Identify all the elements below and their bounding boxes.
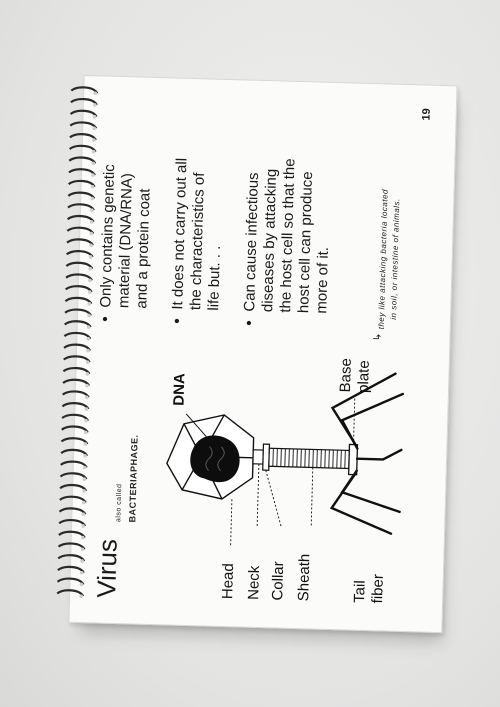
sheath-ring: [289, 449, 290, 467]
sheath-ring: [337, 450, 338, 468]
bullet-list: [97, 85, 337, 327]
bullet-line: Can cause infectious: [241, 172, 263, 312]
label-tail-fiber-2: fiber: [369, 573, 387, 604]
sheath-ring: [301, 449, 302, 467]
label-head: Head: [219, 563, 238, 600]
bullet-item: [97, 85, 158, 322]
bullet-line: Only contains genetic: [97, 164, 119, 308]
sheath-ring: [313, 449, 314, 467]
label-dna: DNA: [170, 372, 189, 406]
margin-note-line: in soil, or intestine of animals.: [388, 198, 402, 320]
sheath-ring: [329, 450, 330, 468]
notebook-page: [68, 75, 455, 631]
sheath-ring: [273, 448, 274, 466]
sheath-ring: [341, 450, 342, 468]
also-called-value: BACTERIAPHAGE.: [127, 434, 140, 523]
sheath-ring: [285, 449, 286, 467]
page-content: [68, 75, 455, 631]
label-neck: Neck: [245, 565, 264, 601]
sheath-ring: [297, 449, 298, 467]
arrow-icon: ↳: [372, 332, 384, 342]
label-base-plate-1: Base: [336, 357, 355, 393]
sheath-ring: [325, 450, 326, 468]
page-number: 19: [420, 108, 433, 121]
bullet-line: life but. . .: [205, 245, 224, 311]
page-title: Virus: [91, 538, 123, 599]
bullet-line: host cell can produce: [295, 171, 317, 314]
sheath-ring: [281, 449, 282, 467]
bullet-line: diseases by attacking: [259, 168, 281, 313]
bullet-line: the characteristics of: [187, 172, 209, 311]
bullet-item: [169, 87, 230, 324]
sheath-ring: [317, 450, 318, 468]
bullet-dot: •: [168, 318, 186, 324]
sheath-ring: [293, 449, 294, 467]
label-base-plate-2: plate: [354, 360, 373, 394]
sheath-ring: [333, 450, 334, 468]
sheath-ring: [321, 450, 322, 468]
bullet-line: It does not carry out all: [169, 157, 191, 310]
margin-note-line: they like attacking bacteria located: [376, 188, 390, 330]
bullet-dot: •: [240, 320, 258, 326]
sheath-ring: [277, 448, 278, 466]
bullet-dot: •: [96, 316, 114, 322]
also-called-note: also called: [115, 483, 124, 523]
label-tail-fiber-1: Tail: [351, 580, 369, 604]
bullet-line: material (DNA/RNA): [115, 172, 136, 309]
sheath-ring: [345, 450, 346, 468]
sheath-ring: [309, 449, 310, 467]
bullet-line: more of it.: [313, 246, 332, 314]
bullet-item: [241, 89, 338, 327]
sheath-ring: [305, 449, 306, 467]
label-sheath: Sheath: [295, 553, 314, 602]
bullet-line: and a protein coat: [133, 188, 154, 309]
bullet-line: the host cell so that the: [277, 158, 299, 313]
label-collar: Collar: [269, 561, 288, 601]
